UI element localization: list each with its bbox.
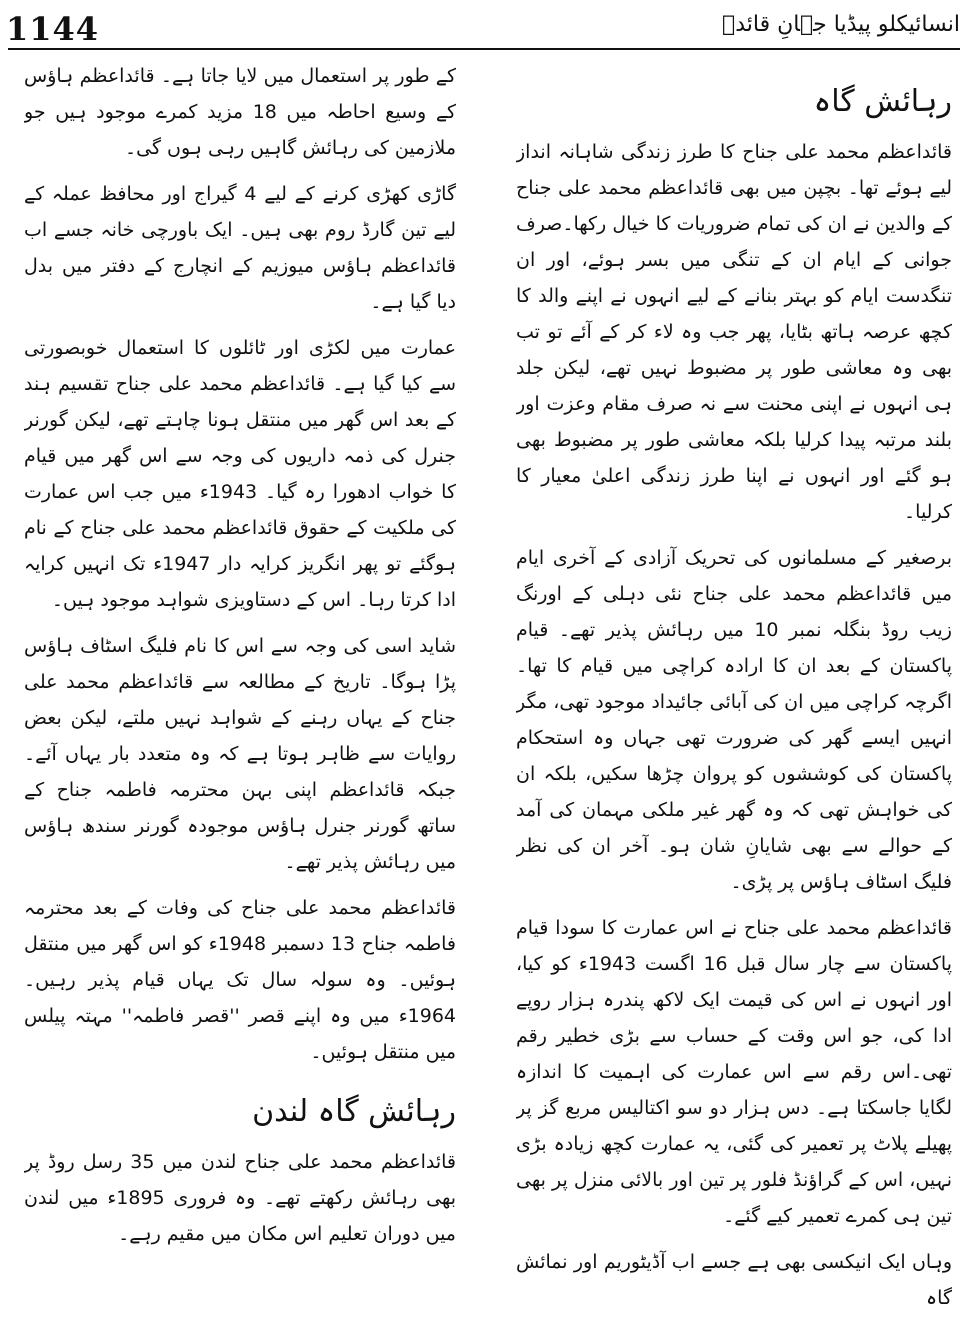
paragraph: شاید اسی کی وجہ سے اس کا نام فلیگ اسٹاف ہاؤس پڑا ہوگا۔ تاریخ کے مطالعہ سے قائداعظم محمد علی جناح کے یہاں رہنے کے شواہد نہیں ملتے، لیکن بعض روایات سے ظاہر ہوتا ہے کہ وہ متعدد بار یہاں آئے۔ جبکہ قائداعظم اپنی بہن محترمہ فاطمہ جناح کے ساتھ گورنر جنرل ہاؤس موجودہ گورنر سندھ ہاؤس میں رہائش پذیر تھے۔ <box>24 635 456 873</box>
section-heading-residence: رہائش گاہ <box>813 84 952 119</box>
paragraph: برصغیر کے مسلمانوں کی تحریک آزادی کے آخری ایام میں قائداعظم محمد علی جناح نئی دہلی کے اورنگ زیب روڈ بنگلہ نمبر 10 میں رہائش پذیر تھے۔ قیام پاکستان کے بعد ان کا ارادہ کراچی میں قیام کا تھا۔ اگرچہ کراچی میں ان کی آبائی جائیداد موجود تھی، مگر انہیں ایسے گھر کی ضرورت تھی جہاں وہ استحکام پاکستان کی کوششوں کو پروان چڑھا سکیں، بلکہ ان کی خواہش تھی کہ وہ گھر غیر ملکی مہمان کی آمد کے حوالے سے بھی شایانِ شان ہو۔ آخر ان کی نظر فلیگ اسٹاف ہاؤس پر پڑی۔ <box>516 547 952 893</box>
left-column <box>24 58 456 1338</box>
right-column <box>516 58 952 1338</box>
paragraph: قائداعظم محمد علی جناح نے اس عمارت کا سودا قیام پاکستان سے چار سال قبل 16 اگست 1943ء کو کیا، اور انہوں نے اس کی قیمت ایک لاکھ پندرہ ہزار روپے ادا کی، جو اس وقت کے حساب سے بڑی خطیر رقم تھی۔اس رقم سے اس عمارت کی اہمیت کا اندازہ لگایا جاسکتا ہے۔ دس ہزار دو سو اکتالیس مربع گز پر پھیلے پلاٹ پر تعمیر کی گئی، یہ عمارت کچھ زیادہ بڑی نہیں، اس کے گراؤنڈ فلور پر تین اور بالائی منزل پر بھی تین ہی کمرے تعمیر کیے گئے۔ <box>516 917 952 1227</box>
running-header-title: انسائیکلو پیڈیا جہانِ قائدؒ <box>722 12 960 37</box>
paragraph: قائداعظم محمد علی جناح کی وفات کے بعد محترمہ فاطمہ جناح 13 دسمبر 1948ء کو اس گھر میں منتقل ہوئیں۔ وہ سولہ سال تک یہاں قیام پذیر رہیں۔ 1964ء میں وہ اپنے قصر ''قصر فاطمہ'' مہتہ پیلس میں منتقل ہوئیں۔ <box>24 897 456 1063</box>
header-divider <box>8 48 960 50</box>
paragraph: کے طور پر استعمال میں لایا جاتا ہے۔ قائداعظم ہاؤس کے وسیع احاطہ میں 18 مزید کمرے موجود ہیں جو ملازمین کی رہائش گاہیں رہی ہوں گی۔ <box>24 65 456 159</box>
paragraph: وہاں ایک انیکسی بھی ہے جسے اب آڈیٹوریم اور نمائش گاہ <box>516 1251 952 1309</box>
paragraph: قائداعظم محمد علی جناح کا طرز زندگی شاہانہ انداز لیے ہوئے تھا۔ بچپن میں بھی قائداعظم محمد علی جناح کے والدین نے ان کی تمام ضروریات کا خیال رکھا۔صرف جوانی کے ایام ان کے تنگی میں بسر ہوئے، اور ان تنگدست ایام کو بہتر بنانے کے لیے انہوں نے اپنے والد کا کچھ عرصہ ہاتھ بٹایا، پھر جب وہ لاء کر کے آئے تو تب بھی وہ معاشی طور پر مضبوط نہیں تھے، لیکن جلد ہی انہوں نے اپنی محنت سے نہ صرف مقام وعزت اور بلند مرتبہ پیدا کرلیا بلکہ معاشی طور پر مضبوط بھی ہو گئے اور انہوں نے اپنا طرز زندگی اعلیٰ معیار کا کرلیا۔ <box>516 141 952 523</box>
paragraph: عمارت میں لکڑی اور ٹائلوں کا استعمال خوبصورتی سے کیا گیا ہے۔ قائداعظم محمد علی جناح تقسیم ہند کے بعد اس گھر میں منتقل ہونا چاہتے تھے، لیکن گورنر جنرل کی ذمہ داریوں کی وجہ سے اس گھر میں قیام کا خواب ادھورا رہ گیا۔ 1943ء میں جب اس عمارت کی ملکیت کے حقوق قائداعظم محمد علی جناح کے نام ہوگئے تو پھر انگریز کرایہ دار 1947ء تک انہیں کرایہ ادا کرتا رہا۔ اس کے دستاویزی شواہد موجود ہیں۔ <box>24 337 456 611</box>
paragraph: گاڑی کھڑی کرنے کے لیے 4 گیراج اور محافظ عملہ کے لیے تین گارڈ روم بھی ہیں۔ ایک باورچی خانہ جسے اب قائداعظم ہاؤس میوزیم کے انچارج کے دفتر میں بدل دیا گیا ہے۔ <box>24 183 456 313</box>
section-heading-london-residence: رہائش گاہ لندن <box>252 1094 456 1129</box>
paragraph: قائداعظم محمد علی جناح لندن میں 35 رسل روڈ پر بھی رہائش رکھتے تھے۔ وہ فروری 1895ء میں لندن میں دوران تعلیم اس مکان میں مقیم رہے۔ <box>24 1151 456 1245</box>
page-number: 1144 <box>6 10 100 48</box>
